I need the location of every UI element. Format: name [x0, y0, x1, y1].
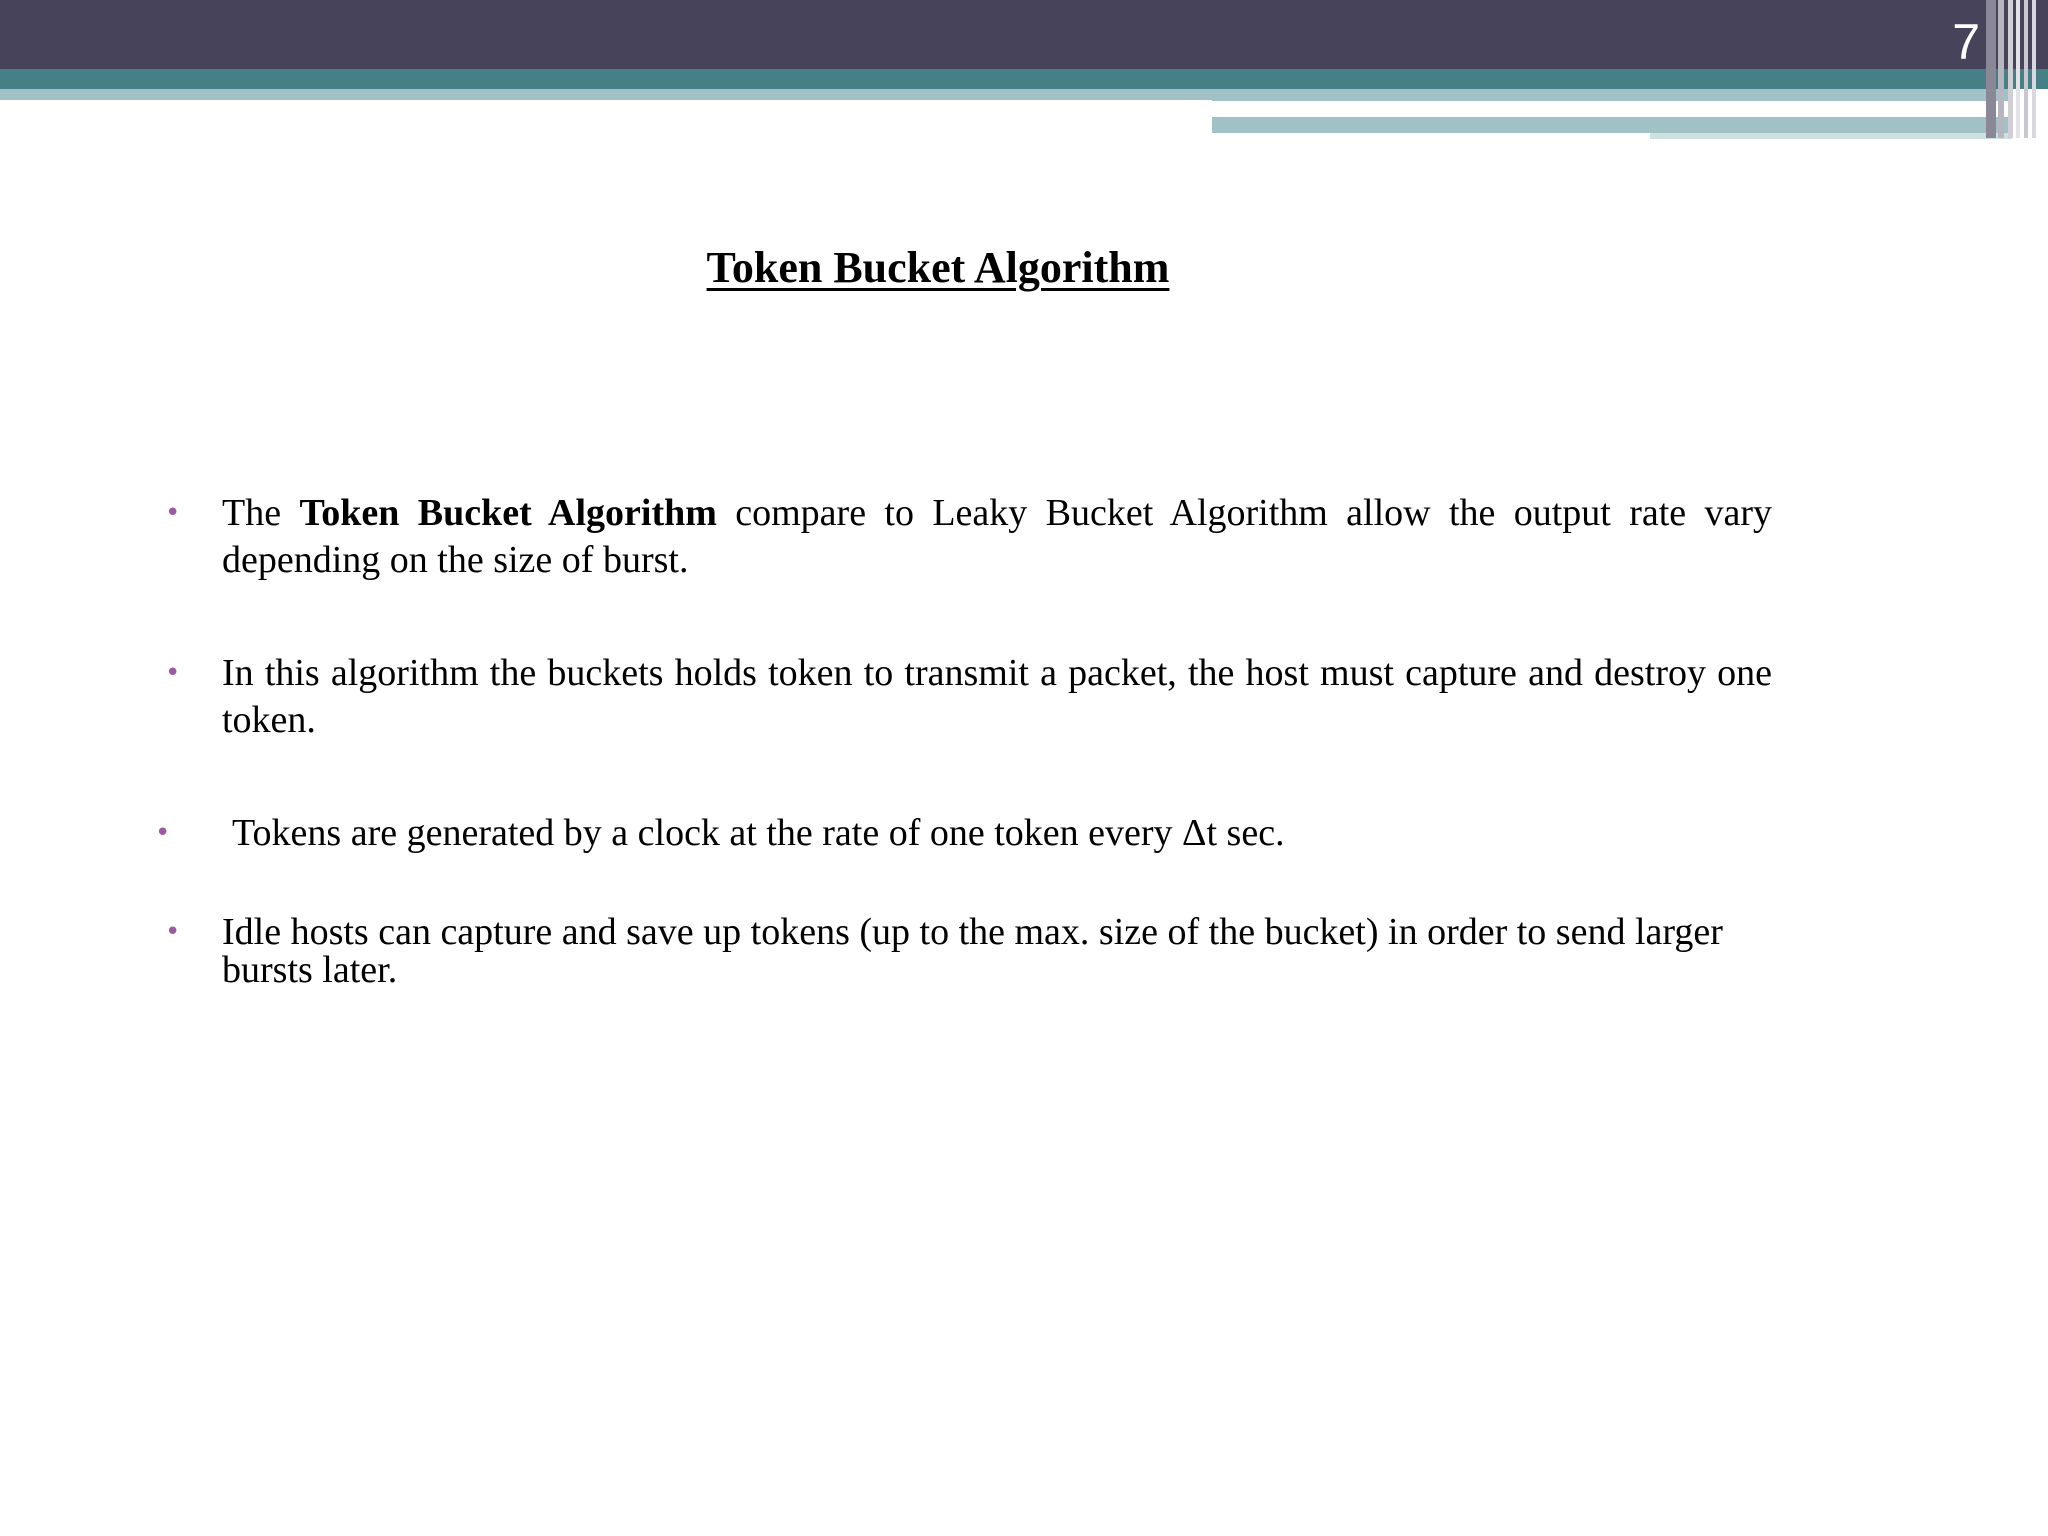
bullet-text: Tokens are generated by a clock at the rate of one token every Δt sec. — [232, 812, 1285, 854]
header-light-band-left — [0, 89, 1212, 100]
header-pale-band — [1650, 133, 2012, 139]
header-stripe — [1986, 0, 1996, 138]
header-stripe — [2016, 0, 2020, 138]
bullet-bold-term: Token Bucket Algorithm — [299, 492, 717, 534]
header-stripe — [2024, 0, 2028, 138]
slide-number: 7 — [1952, 14, 1980, 70]
bullet-text: compare to Leaky Bucket Algorithm allow the output rate vary depending on the size of burst. — [222, 492, 1773, 581]
bullet-item — [155, 810, 1772, 857]
bullet-dot-icon: • — [165, 498, 181, 528]
header-light-band-lower — [1212, 117, 2012, 133]
bullet-item — [165, 911, 1772, 991]
header-dark-band — [0, 0, 2048, 69]
bullet-text: In this algorithm the buckets holds token to transmit a packet, the host must capture and destroy one token. — [222, 652, 1772, 741]
bullet-item — [165, 490, 1773, 584]
bullet-dot-icon: • — [165, 658, 181, 688]
header-stripe — [2008, 0, 2013, 138]
bullet-text: Idle hosts can capture and save up tokens (up to the max. size of the bucket) in order to send larger bursts later. — [222, 911, 1723, 991]
bullet-item — [165, 650, 1772, 744]
bullet-prefix: The — [222, 492, 300, 534]
header-stripe — [1998, 0, 2004, 138]
header-light-band-right — [1212, 89, 2012, 101]
header-teal-band — [0, 69, 2048, 89]
bullet-dot-icon: • — [155, 818, 171, 848]
bullet-list — [155, 490, 1773, 991]
bullet-dot-icon: • — [165, 917, 181, 947]
slide-title: Token Bucket Algorithm — [706, 243, 1170, 292]
header-stripe — [2032, 0, 2036, 138]
